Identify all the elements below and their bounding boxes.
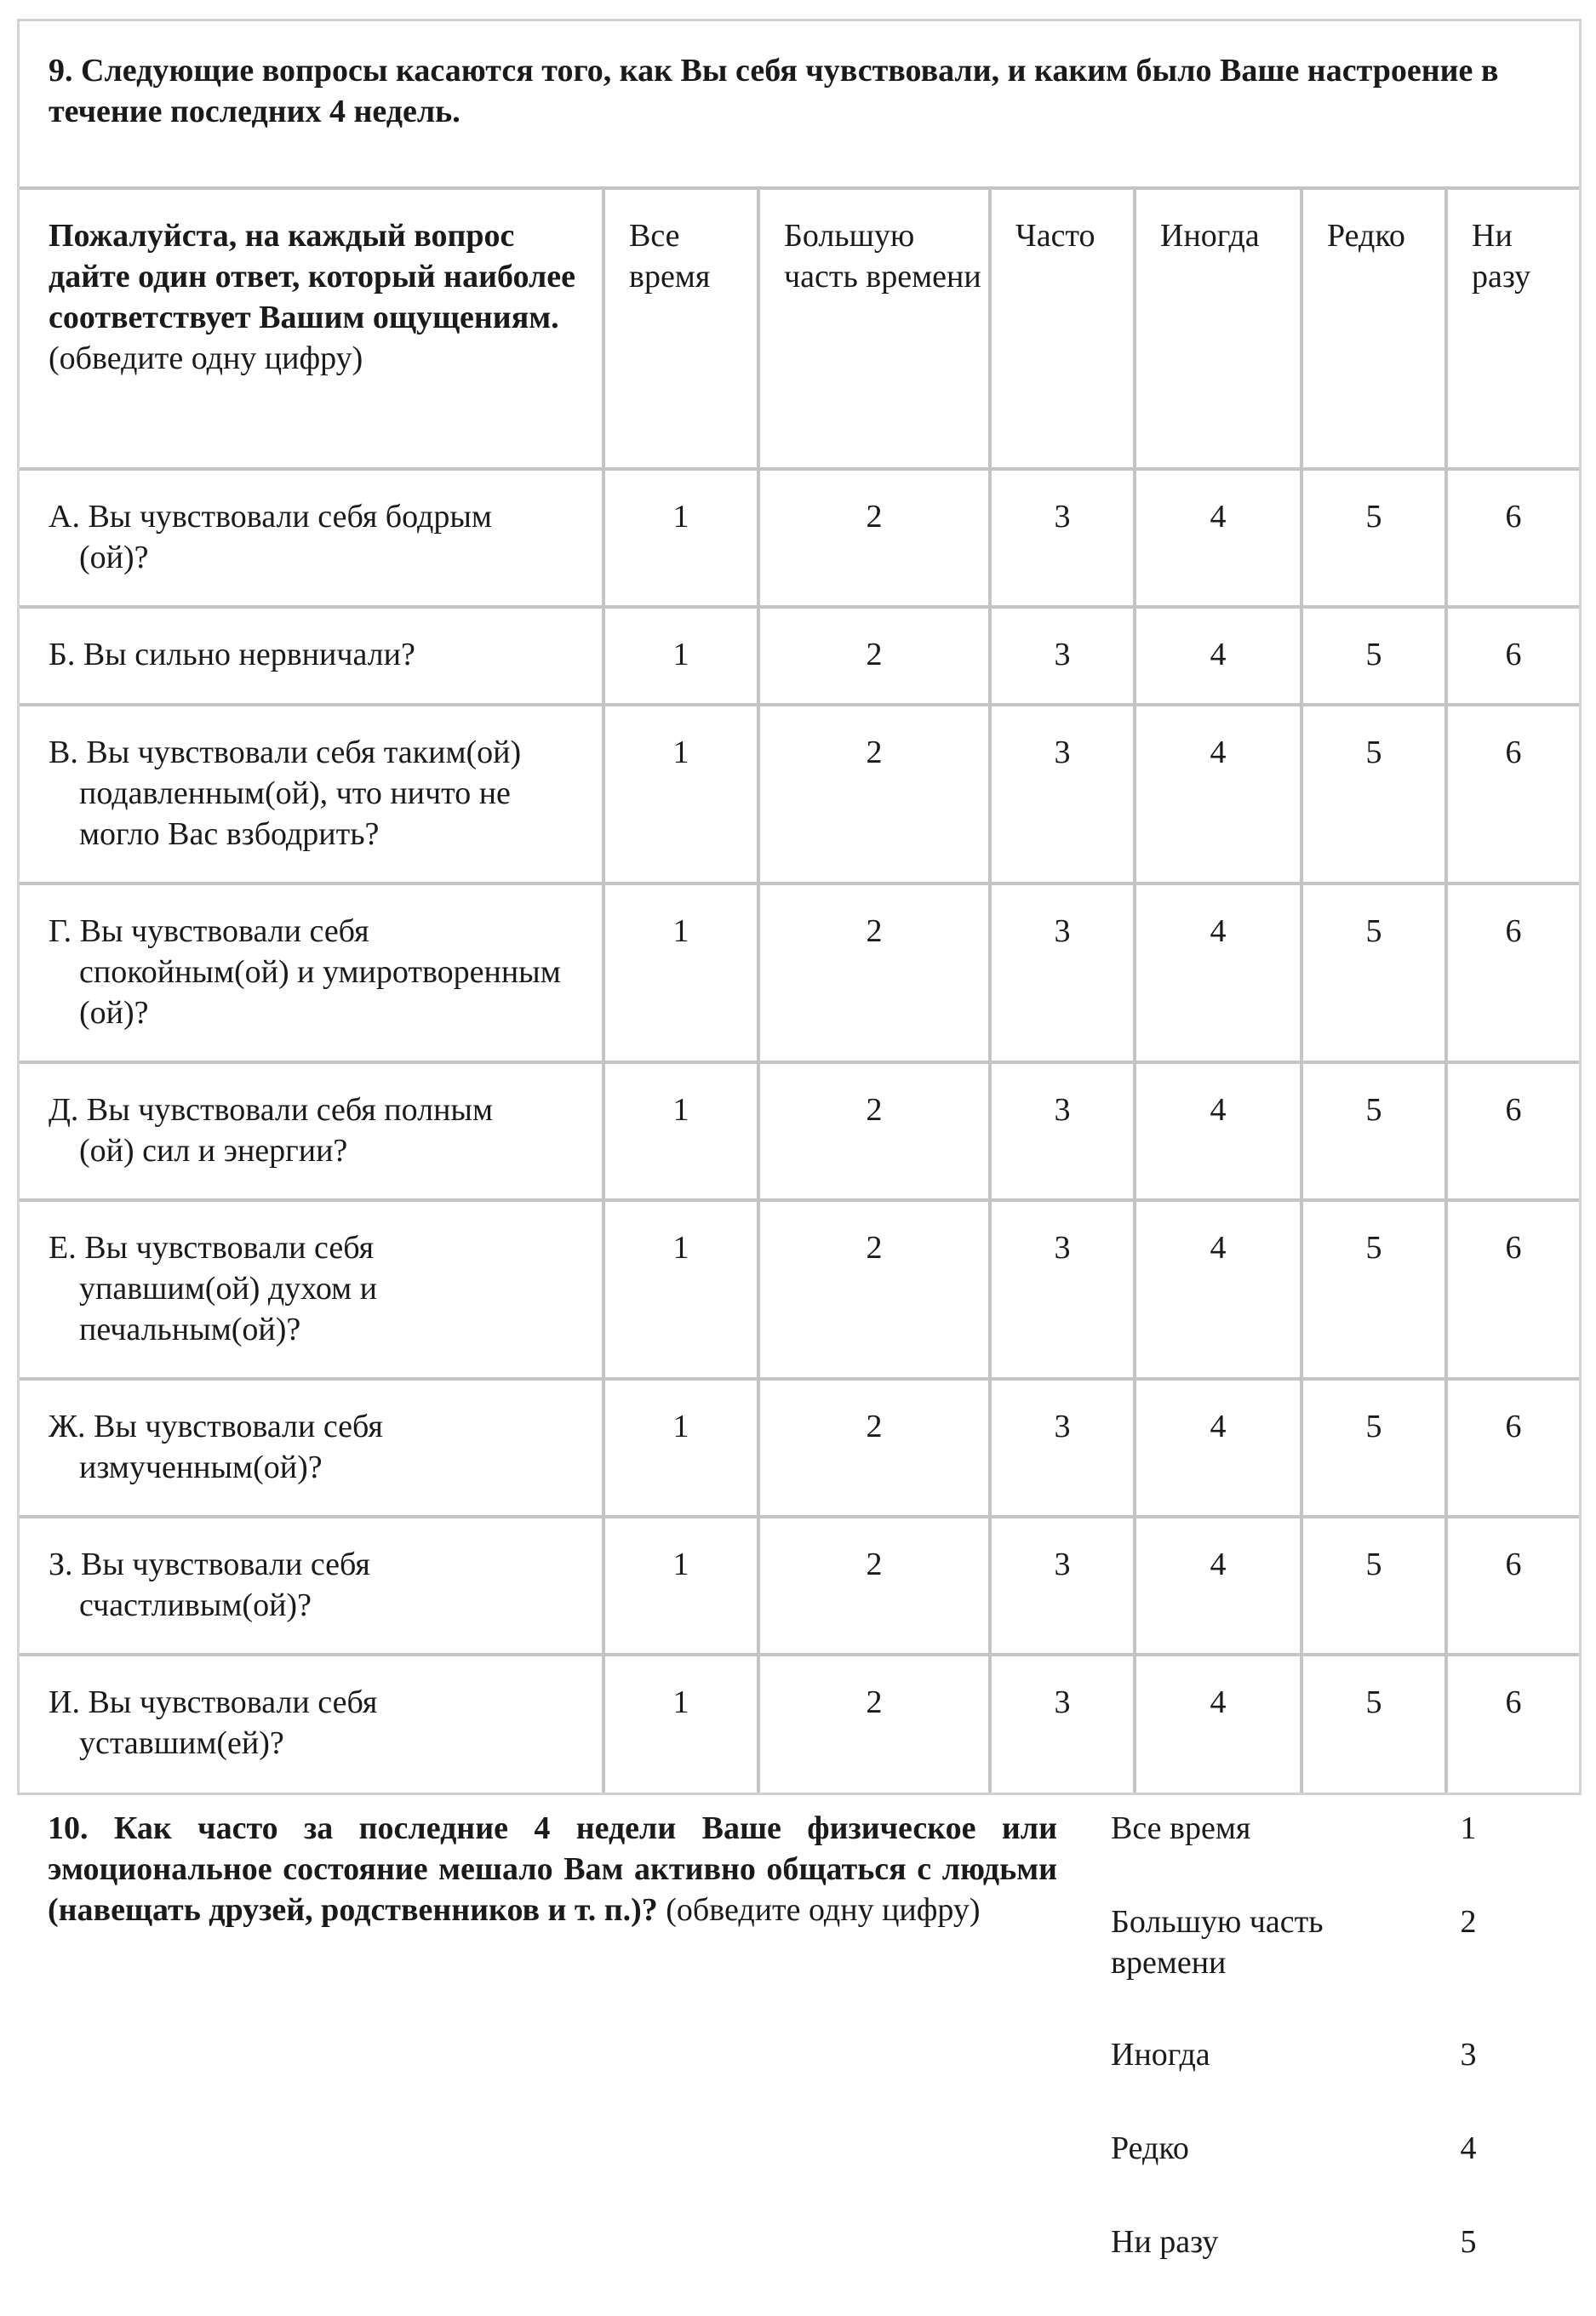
answer-option[interactable]: 6: [1448, 885, 1579, 1064]
answer-option[interactable]: 4: [1136, 1202, 1303, 1381]
row-question-line1: Г. Вы чувствовали себя: [49, 913, 369, 949]
column-header-all-time: Все время: [605, 190, 760, 471]
question-9-title-row: [20, 21, 1579, 190]
row-question-line1: Е. Вы чувствовали себя: [49, 1230, 375, 1266]
answer-option[interactable]: 4: [1136, 1381, 1303, 1518]
answer-option[interactable]: 1: [605, 1656, 760, 1793]
answer-option[interactable]: 6: [1448, 1518, 1579, 1656]
instruction-cell: [20, 190, 605, 471]
row-question-cont: (ой)?: [79, 540, 149, 575]
row-question: [20, 1064, 605, 1202]
question-10-text: [48, 1808, 1057, 1930]
answer-option[interactable]: 5: [1303, 1202, 1448, 1381]
row-question-line1: З. Вы чувствовали себя: [49, 1547, 370, 1582]
answer-option[interactable]: 2: [760, 609, 992, 706]
row-question: [20, 1381, 605, 1518]
q10-option-label: Большую часть времени: [1111, 1904, 1324, 1981]
answer-option[interactable]: 1: [605, 706, 760, 885]
answer-option[interactable]: 4: [1136, 471, 1303, 609]
answer-option[interactable]: 3: [992, 609, 1136, 706]
answer-option[interactable]: 6: [1448, 609, 1579, 706]
answer-option[interactable]: 1: [605, 885, 760, 1064]
instruction-normal: (обведите одну цифру): [49, 340, 363, 376]
answer-option[interactable]: 3: [992, 1202, 1136, 1381]
row-question-line1: И. Вы чувствовали себя: [49, 1684, 378, 1720]
answer-option[interactable]: 3: [992, 1656, 1136, 1793]
answer-option[interactable]: 5: [1303, 1656, 1448, 1793]
row-question-cont: (ой) сил и энергии?: [79, 1133, 348, 1169]
q10-option-label: Все время: [1111, 1810, 1251, 1846]
row-question: [20, 471, 605, 609]
answer-option[interactable]: 4: [1136, 1656, 1303, 1793]
row-question-cont: счастливым(ой)?: [79, 1587, 312, 1623]
row-question-line1: Б. Вы сильно нервничали?: [49, 637, 415, 672]
row-question: [20, 609, 605, 706]
header-row: [20, 190, 1579, 471]
row-question-line1: В. Вы чувствовали себя таким(ой): [49, 735, 522, 770]
answer-option[interactable]: 1: [605, 1064, 760, 1202]
answer-option[interactable]: 1: [605, 1381, 760, 1518]
answer-option[interactable]: 6: [1505, 1684, 1522, 1720]
row-question: [20, 1202, 605, 1381]
question-10-normal: (обведите одну цифру): [666, 1892, 981, 1928]
column-header-rarely: Редко: [1303, 190, 1448, 471]
row-question-cont: уставшим(ей)?: [79, 1725, 284, 1761]
question-10-bold: 10. Как часто за последние 4 недели Ваше физическое или эмоциональное состояние мешало Вам активно общаться с людьми (навещать друзей, родственников и т. п.)?: [48, 1810, 1057, 1928]
answer-option[interactable]: 5: [1303, 1518, 1448, 1656]
q10-option-value[interactable]: 1: [1460, 1810, 1477, 1846]
row-question-line1: А. Вы чувствовали себя бодрым: [49, 499, 492, 535]
answer-option[interactable]: 2: [760, 706, 992, 885]
column-header-most-time: Большую часть времени: [760, 190, 992, 471]
answer-option[interactable]: 1: [605, 1518, 760, 1656]
question-9-title: 9. Следующие вопросы касаются того, как Вы себя чувствовали, и каким было Ваше настроение в течение последних 4 недель.: [20, 21, 1579, 190]
table-row: [20, 1518, 1579, 1656]
row-question: [20, 1518, 605, 1656]
answer-option[interactable]: 3: [992, 885, 1136, 1064]
answer-option[interactable]: 5: [1303, 885, 1448, 1064]
answer-option[interactable]: 6: [1448, 1064, 1579, 1202]
q10-option-value[interactable]: 5: [1460, 2224, 1477, 2260]
answer-option[interactable]: 1: [605, 1202, 760, 1381]
answer-option[interactable]: 5: [1303, 706, 1448, 885]
row-question-cont: спокойным(ой) и умиротворенным (ой)?: [79, 954, 561, 1031]
answer-option[interactable]: 2: [760, 1656, 992, 1793]
answer-option[interactable]: 2: [760, 1064, 992, 1202]
answer-option[interactable]: 4: [1136, 609, 1303, 706]
table-row: [20, 1381, 1579, 1518]
answer-option[interactable]: 4: [1136, 1518, 1303, 1656]
q10-option-value[interactable]: 3: [1460, 2037, 1477, 2073]
answer-option[interactable]: 6: [1448, 471, 1579, 609]
answer-option[interactable]: 5: [1303, 609, 1448, 706]
table-row: [20, 471, 1579, 609]
table-row: [20, 1656, 1579, 1793]
answer-option[interactable]: 4: [1136, 706, 1303, 885]
answer-option[interactable]: 3: [992, 706, 1136, 885]
row-question-cont: измученным(ой)?: [79, 1450, 323, 1485]
row-question-line1: Ж. Вы чувствовали себя: [49, 1409, 383, 1444]
q10-option-label: Ни разу: [1111, 2224, 1219, 2260]
row-question: [20, 1656, 605, 1793]
row-question-cont: упавшим(ой) духом и печальным(ой)?: [79, 1271, 377, 1347]
row-question-line1: Д. Вы чувствовали себя полным: [49, 1092, 493, 1128]
question-9-table: [17, 19, 1582, 1795]
q10-option-label: Редко: [1111, 2130, 1189, 2166]
answer-option[interactable]: 6: [1448, 1381, 1579, 1518]
answer-option[interactable]: 5: [1303, 1381, 1448, 1518]
instruction-bold: Пожалуйста, на каждый вопрос дайте один ответ, который наиболее соответствует Вашим ощущениям.: [49, 218, 576, 335]
answer-option[interactable]: 3: [992, 1381, 1136, 1518]
q10-option-value[interactable]: 2: [1460, 1904, 1477, 1940]
answer-option[interactable]: 3: [992, 1518, 1136, 1656]
row-question-cont: подавленным(ой), что ничто не могло Вас взбодрить?: [79, 775, 511, 852]
answer-option[interactable]: 2: [760, 1518, 992, 1656]
table-row: [20, 706, 1579, 885]
answer-option[interactable]: 3: [992, 1064, 1136, 1202]
row-question: [20, 885, 605, 1064]
table-row: [20, 1064, 1579, 1202]
answer-option[interactable]: 2: [760, 1202, 992, 1381]
q10-option-value[interactable]: 4: [1460, 2130, 1477, 2166]
answer-option[interactable]: 4: [1136, 1064, 1303, 1202]
answer-option[interactable]: 2: [760, 885, 992, 1064]
column-header-sometimes: Иногда: [1136, 190, 1303, 471]
answer-option[interactable]: 5: [1303, 471, 1448, 609]
answer-option[interactable]: 1: [605, 471, 760, 609]
table-row: [20, 1202, 1579, 1381]
answer-option[interactable]: 2: [760, 471, 992, 609]
table-row: [20, 609, 1579, 706]
column-header-often: Часто: [992, 190, 1136, 471]
answer-option[interactable]: 3: [992, 471, 1136, 609]
column-header-never: Ни разу: [1448, 190, 1579, 471]
row-question: [20, 706, 605, 885]
answer-option[interactable]: 1: [605, 609, 760, 706]
answer-option[interactable]: 4: [1136, 885, 1303, 1064]
answer-option[interactable]: 6: [1448, 1202, 1579, 1381]
q10-option-label: Иногда: [1111, 2037, 1210, 2073]
answer-option[interactable]: 2: [760, 1381, 992, 1518]
table-row: [20, 885, 1579, 1064]
answer-option[interactable]: 6: [1448, 706, 1579, 885]
answer-option[interactable]: 5: [1303, 1064, 1448, 1202]
